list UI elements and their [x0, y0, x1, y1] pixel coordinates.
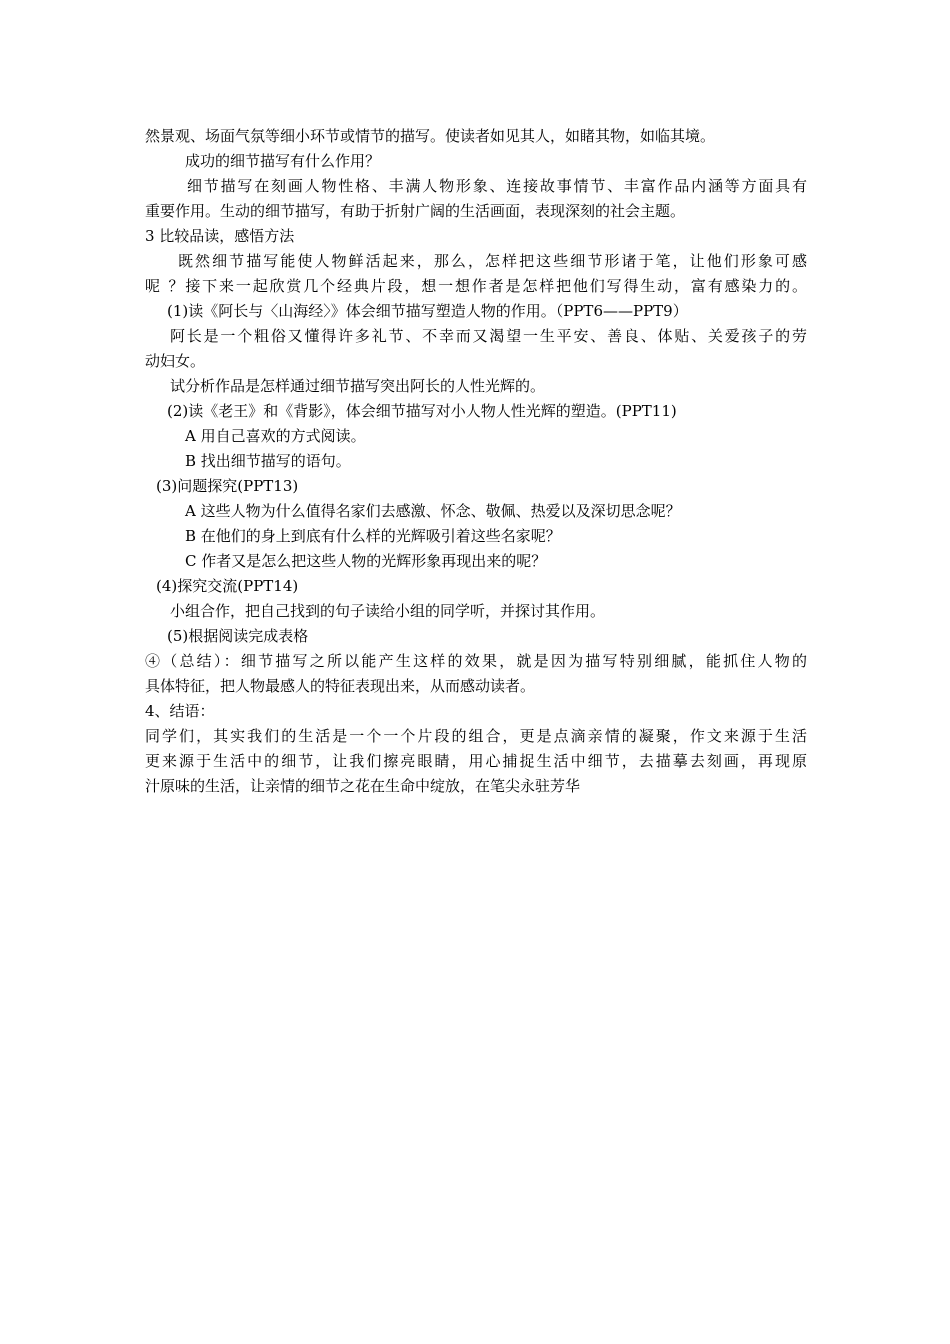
section-heading: 4、结语： [145, 702, 215, 720]
text-line: 既然细节描写能使人物鲜活起来，那么，怎样把这些细节形诸于笔，让他们形象可感 [178, 252, 807, 270]
text-line: 汁原味的生活，让亲情的细节之花在生命中绽放，在笔尖永驻芳华 [145, 777, 581, 795]
list-item: (3)问题探究(PPT13) [156, 477, 299, 495]
sub-item: A 这些人物为什么值得名家们去感激、怀念、敬佩、热爱以及深切思念呢？ [185, 502, 681, 520]
text-line: 具体特征，把人物最感人的特征表现出来，从而感动读者。 [145, 677, 536, 695]
list-item: (5)根据阅读完成表格 [167, 627, 309, 645]
question-line: 成功的细节描写有什么作用？ [185, 152, 381, 170]
sub-item: B 找出细节描写的语句。 [185, 452, 351, 470]
text-line: 呢 ？接下来一起欣赏几个经典片段，想一想作者是怎样把他们写得生动，富有感染力的。 [145, 277, 807, 295]
sub-item: A 用自己喜欢的方式阅读。 [185, 427, 366, 445]
text-line: 更来源于生活中的细节，让我们擦亮眼睛，用心捕捉生活中细节，去描摹去刻画，再现原 [145, 752, 807, 770]
text-line: 动妇女。 [145, 352, 206, 370]
text-line: 阿长是一个粗俗又懂得许多礼节、不幸而又渴望一生平安、善良、体贴、关爱孩子的劳 [170, 327, 807, 345]
sub-item: C 作者又是怎么把这些人物的光辉形象再现出来的呢？ [185, 552, 547, 570]
section-heading: 3 比较品读，感悟方法 [145, 227, 295, 245]
text-line: ④（总结）：细节描写之所以能产生这样的效果，就是因为描写特别细腻，能抓住人物的 [145, 652, 807, 670]
text-line: 细节描写在刻画人物性格、丰满人物形象、连接故事情节、丰富作品内涵等方面具有 [187, 177, 807, 195]
text-line: 重要作用。生动的细节描写，有助于折射广阔的生活画面，表现深刻的社会主题。 [145, 202, 686, 220]
sub-item: B 在他们的身上到底有什么样的光辉吸引着这些名家呢？ [185, 527, 561, 545]
text-line: 试分析作品是怎样通过细节描写突出阿长的人性光辉的。 [170, 377, 546, 395]
list-item: (4)探究交流(PPT14) [156, 577, 299, 595]
list-item: (1)读《阿长与〈山海经〉》体会细节描写塑造人物的作用。（PPT6——PPT9） [167, 302, 688, 320]
list-item: (2)读《老王》和《背影》，体会细节描写对小人物人性光辉的塑造。(PPT11) [167, 402, 677, 420]
text-line: 然景观、场面气氛等细小环节或情节的描写。使读者如见其人，如睹其物，如临其境。 [145, 127, 716, 145]
document-body [145, 124, 807, 799]
text-line: 同学们，其实我们的生活是一个一个片段的组合，更是点滴亲情的凝聚，作文来源于生活 [145, 727, 807, 745]
text-line: 小组合作，把自己找到的句子读给小组的同学听，并探讨其作用。 [170, 602, 606, 620]
